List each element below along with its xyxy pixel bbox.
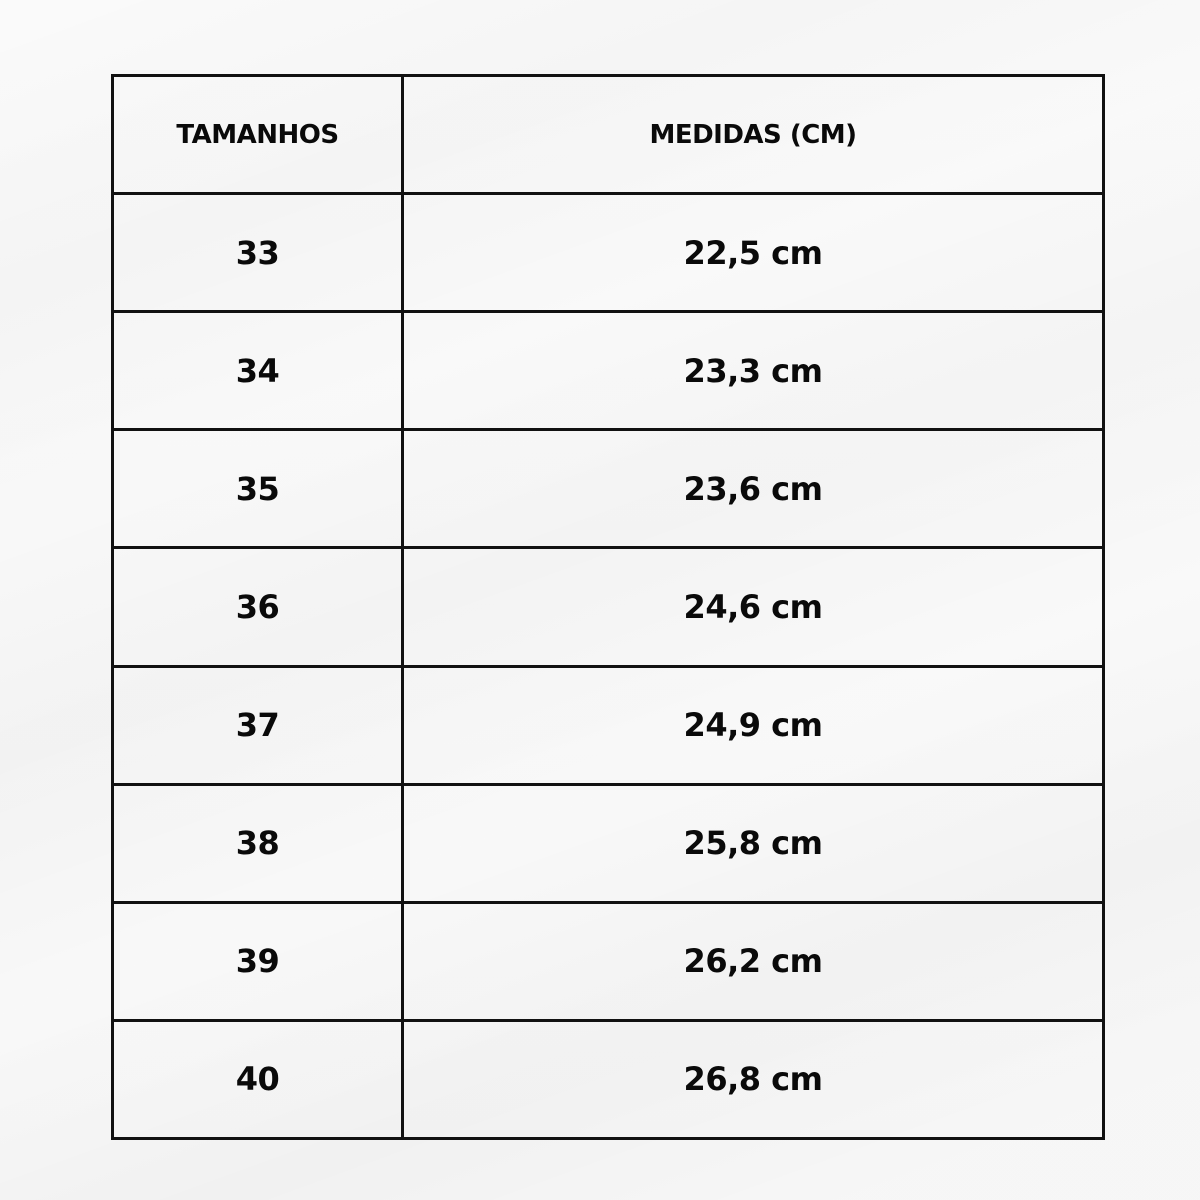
- table-row: [113, 902, 1104, 1020]
- table-row: [113, 666, 1104, 784]
- size-cell: 33: [113, 194, 403, 312]
- table-row: [113, 548, 1104, 666]
- header-sizes: TAMANHOS: [113, 76, 403, 194]
- size-cell: 36: [113, 548, 403, 666]
- size-chart-table: [111, 74, 1105, 1140]
- table-row: [113, 312, 1104, 430]
- measure-cell: 26,2 cm: [403, 902, 1104, 1020]
- table-row: [113, 430, 1104, 548]
- size-cell: 35: [113, 430, 403, 548]
- table-row: [113, 194, 1104, 312]
- measure-cell: 22,5 cm: [403, 194, 1104, 312]
- table-header-row: [113, 76, 1104, 194]
- size-cell: 34: [113, 312, 403, 430]
- size-cell: 38: [113, 784, 403, 902]
- measure-cell: 24,9 cm: [403, 666, 1104, 784]
- measure-cell: 25,8 cm: [403, 784, 1104, 902]
- size-cell: 39: [113, 902, 403, 1020]
- size-cell: 40: [113, 1020, 403, 1138]
- table-row: [113, 784, 1104, 902]
- measure-cell: 24,6 cm: [403, 548, 1104, 666]
- measure-cell: 23,6 cm: [403, 430, 1104, 548]
- measure-cell: 26,8 cm: [403, 1020, 1104, 1138]
- measure-cell: 23,3 cm: [403, 312, 1104, 430]
- table-row: [113, 1020, 1104, 1138]
- header-measures: MEDIDAS (CM): [403, 76, 1104, 194]
- size-cell: 37: [113, 666, 403, 784]
